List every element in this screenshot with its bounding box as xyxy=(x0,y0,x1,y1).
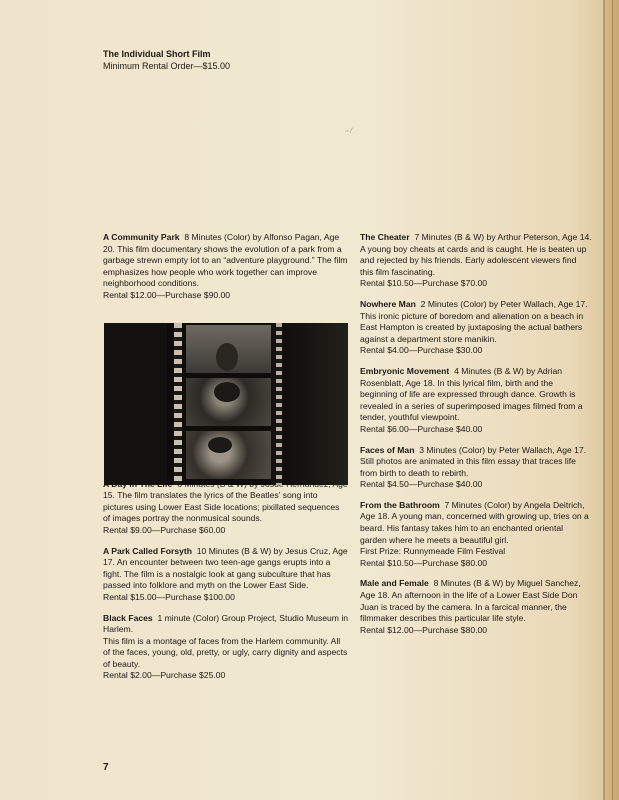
film-description: The film translates the lyrics of the Beatles' song into pictures using Lower East Side locations; pixillated sequences of images portray the nonmusical sounds. xyxy=(103,490,340,524)
film-description: This ironic picture of boredom and alienation on a beach in East Hampton is created by juxtaposing the actual bathers against a department store manikin. xyxy=(360,310,584,344)
film-title: Male and Female xyxy=(360,578,429,589)
film-entry xyxy=(360,299,592,357)
film-description: In this lyrical film, birth and the beginning of life are expressed through dance. Growth is revealed in a series of superimposed images filmed from a tender, youthful viewpoint. xyxy=(360,377,583,423)
film-frame xyxy=(186,378,271,426)
film-details: 1 minute (Color) Group Project, Studio Museum in Harlem. xyxy=(103,612,349,635)
film-price: Rental $2.00—Purchase $25.00 xyxy=(103,670,226,681)
page-edge-line xyxy=(603,0,605,800)
film-title: From the Bathroom xyxy=(360,499,440,510)
film-description: A young boy cheats at cards and is caught. He is beaten up and rejected by his friends. Early adolescent viewers find this film fascinating. xyxy=(360,243,587,277)
film-details: 10 Minutes (B & W) by Jesus Cruz, Age 17. xyxy=(103,545,348,568)
figure-silhouette xyxy=(208,437,232,453)
film-title: A Park Called Forsyth xyxy=(103,545,192,556)
film-price: Rental $4.00—Purchase $30.00 xyxy=(360,345,483,356)
film-award: First Prize: Runnymeade Film Festival xyxy=(360,546,506,557)
film-title: Embryonic Movement xyxy=(360,365,450,376)
film-details: 15. xyxy=(103,490,115,501)
film-background xyxy=(282,323,348,485)
pencil-mark: ~ ⁄ xyxy=(344,127,353,136)
film-description: This film documentary shows the evolution of a park from a garbage strewn empty lot to an “adventure playground.” The film emphasizes how people who work together can improve neighborhood conditions. xyxy=(103,243,348,289)
film-details: 2 Minutes (Color) by Peter Wallach, Age 17. xyxy=(420,298,588,309)
figure-silhouette xyxy=(216,343,238,371)
film-details: 7 Minutes (B & W) by Arthur Peterson, Age 14. xyxy=(414,232,592,242)
film-title: Faces of Man xyxy=(360,444,415,455)
film-title: Black Faces xyxy=(103,612,153,623)
film-entry xyxy=(360,366,592,436)
page-header xyxy=(103,48,230,72)
page-number: 7 xyxy=(103,762,109,773)
film-description: An afternoon in the life of a Lower East Side Don Juan is traced by the camera. In a farcical manner, the filmmaker describes this particular life style. xyxy=(360,590,578,624)
film-entry xyxy=(360,578,592,636)
film-details: 8 Minutes (B & W) by Miguel Sanchez, Age 18. xyxy=(360,578,581,601)
film-details: 3 Minutes (Color) by Peter Wallach, Age 17. xyxy=(419,444,587,455)
film-title: The Cheater xyxy=(360,232,410,242)
film-perforations xyxy=(174,323,182,485)
film-price: Rental $15.00—Purchase $100.00 xyxy=(103,591,235,602)
film-description: This film is a montage of faces from the Harlem community. All of the faces, young, old, pretty, or ugly, carry dignity and aspects of beauty. xyxy=(103,635,348,669)
film-price: Rental $10.50—Purchase $80.00 xyxy=(360,557,488,568)
right-column xyxy=(360,232,592,645)
film-details: 7 Minutes (Color) by Angela Deitrich, Age 18. xyxy=(360,499,585,522)
film-frame xyxy=(186,325,271,373)
film-entry xyxy=(103,479,349,537)
film-price: Rental $12.00—Purchase $90.00 xyxy=(103,289,231,300)
film-details: 4 Minutes (B & W) by Adrian Rosenblatt, Age 18. xyxy=(360,365,563,388)
film-price: Rental $12.00—Purchase $80.00 xyxy=(360,624,488,635)
film-strip-photo xyxy=(104,323,348,485)
film-details: 8 Minutes (Color) by Alfonso Pagan, Age 20. xyxy=(103,232,340,254)
header-subtitle: Minimum Rental Order—$15.00 xyxy=(103,61,231,71)
film-title: A Community Park xyxy=(103,232,180,242)
film-entry xyxy=(103,613,349,683)
film-title: Nowhere Man xyxy=(360,298,416,309)
film-entry xyxy=(103,546,349,604)
film-description: An encounter between two teen-age gangs erupts into a fight. The film is a nostalgic look at gang subculture that has passed into folklore and myth on the Lower East Side. xyxy=(103,557,331,591)
film-price: Rental $6.00—Purchase $40.00 xyxy=(360,423,483,434)
film-description: Still photos are animated in this film essay that traces life from birth to death to rebirth. xyxy=(360,456,576,478)
film-entry xyxy=(360,232,592,290)
film-description: A young man, concerned with growing up, tries on a beard. His fantasy takes him to an enchanted oriental garden where he meets a beautiful girl. xyxy=(360,511,589,545)
film-price: Rental $4.50—Purchase $40.00 xyxy=(360,479,483,490)
film-price: Rental $9.00—Purchase $60.00 xyxy=(103,524,226,535)
film-entry xyxy=(103,232,349,302)
header-title: The Individual Short Film xyxy=(103,49,211,59)
film-entry xyxy=(360,445,592,491)
film-entry xyxy=(360,500,592,570)
film-frame xyxy=(186,431,271,479)
figure-silhouette xyxy=(214,382,240,402)
page-edge-line xyxy=(612,0,613,800)
film-price: Rental $10.50—Purchase $70.00 xyxy=(360,278,488,289)
